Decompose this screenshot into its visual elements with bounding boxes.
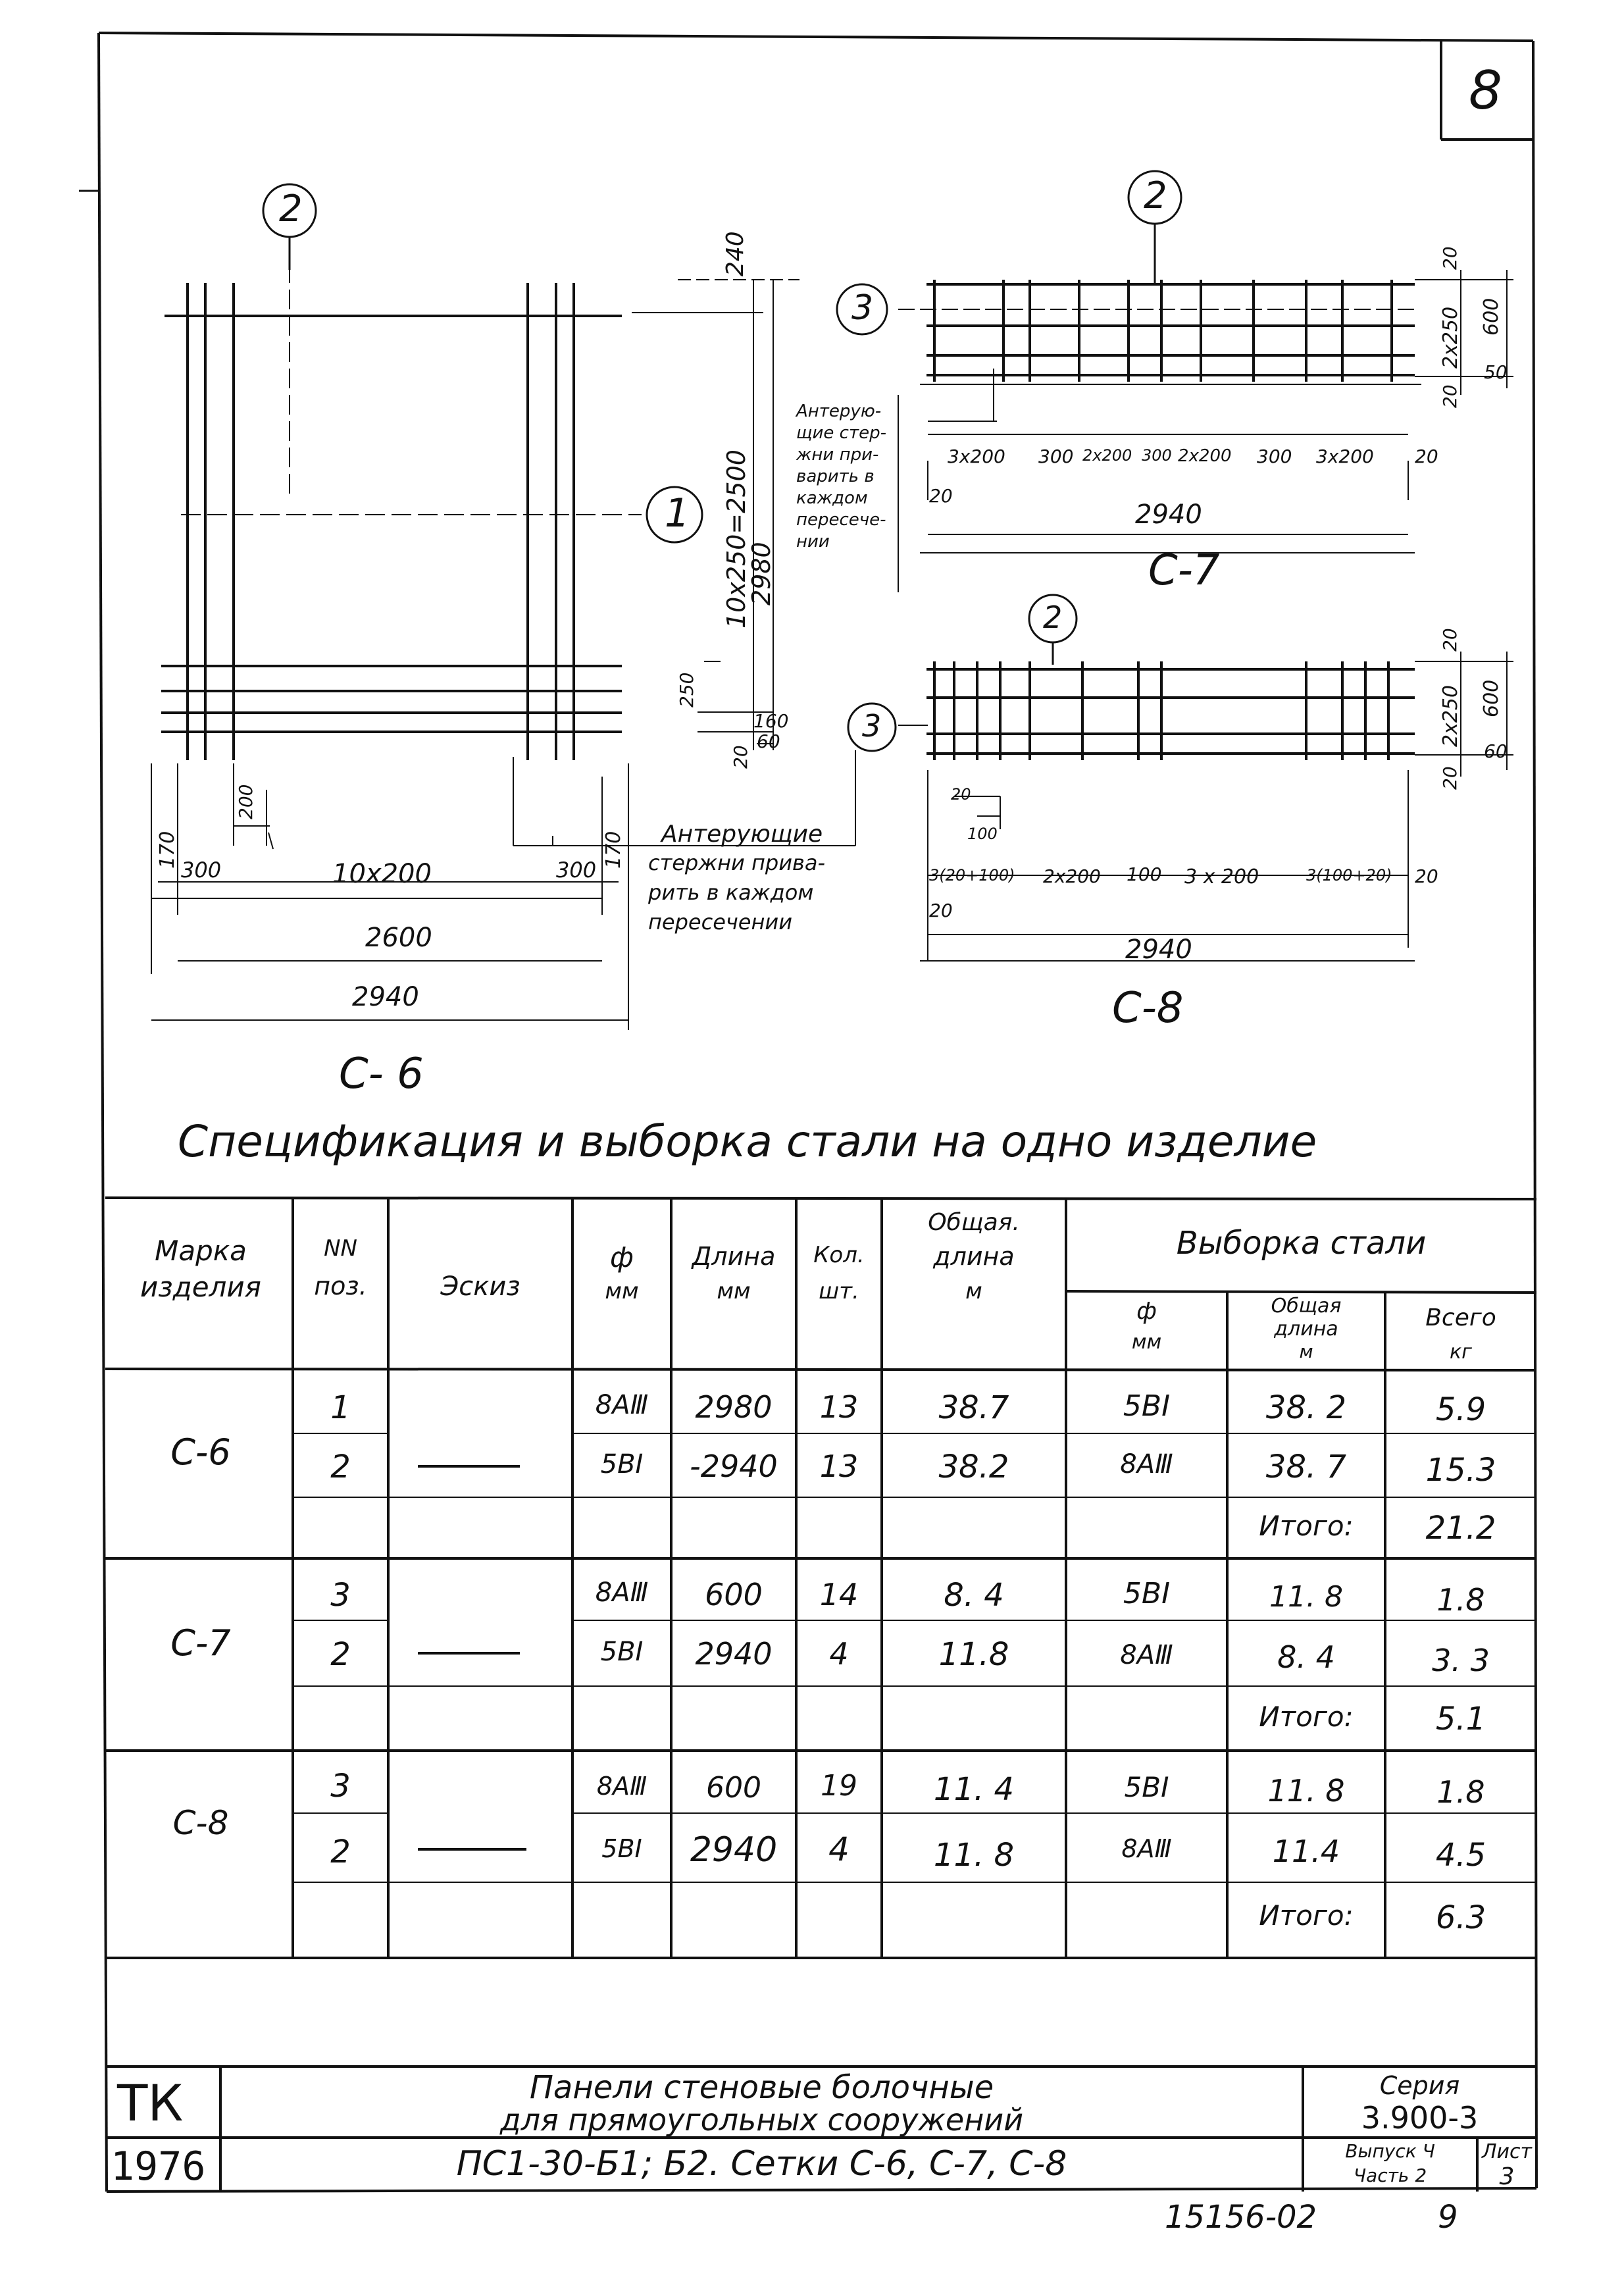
title-line2: для прямоугольных сооружений [499, 2102, 1024, 2138]
hdr-total-len-2: длина [933, 1242, 1015, 1271]
c8-row2-total: 11. 8 [933, 1837, 1015, 1874]
c8-row2-diam: 5ВⅠ [601, 1834, 642, 1863]
footer-code: 15156-02 [1165, 2199, 1317, 2236]
year: 1976 [111, 2144, 206, 2190]
c6-title: С- 6 [339, 1050, 424, 1098]
hdr-pos-1: NN [324, 1235, 357, 1262]
c7-row1-pos: 3 [330, 1577, 351, 1614]
c7-mark: С-7 [170, 1622, 231, 1664]
c6-dim-vertical-main: 10х250=2500 [722, 449, 751, 629]
c6-dim-60: 60 [757, 731, 780, 752]
c6-note-line2: стержни прива- [648, 850, 825, 875]
c8-row2-length: 2940 [690, 1830, 778, 1870]
c8-total-weight: 6.3 [1435, 1899, 1486, 1936]
spec-title: Спецификация и выборка стали на одно изделие [178, 1116, 1317, 1167]
c6-dim-300-right: 300 [556, 858, 597, 883]
c6-row1-qty: 13 [819, 1389, 859, 1425]
mesh-c7-dims [898, 270, 1513, 595]
c8-title: С-8 [1112, 984, 1184, 1033]
sheet-value: 3 [1499, 2163, 1515, 2190]
hdr-qty-2: шт. [819, 1278, 859, 1304]
hdr-length-1: Длина [692, 1242, 776, 1271]
hdr-sel-weight-1: Всего [1425, 1304, 1496, 1331]
c7-title: С-7 [1148, 546, 1220, 595]
c8-sel1-len: 11. 8 [1267, 1773, 1345, 1809]
c7-dim-2x200a: 2х200 [1082, 446, 1132, 465]
c8-row2-qty: 4 [828, 1830, 850, 1868]
series-number: 3.900-3 [1361, 2100, 1479, 2136]
c7-dim-edge-left: 20 [929, 485, 953, 507]
c7-sel2-weight: 3. 3 [1432, 1643, 1490, 1678]
hdr-sel-diam-2: мм [1131, 1331, 1162, 1354]
c6-row1-pos: 1 [330, 1389, 351, 1426]
hdr-qty-1: Кол. [813, 1242, 865, 1268]
c8-dim-60: 60 [1484, 740, 1508, 762]
sheet-label: Лист [1481, 2140, 1533, 2163]
c8-sel1-weight: 1.8 [1436, 1774, 1485, 1810]
c7-dim-600: 600 [1480, 297, 1503, 336]
c6-dim-170-left: 170 [156, 831, 179, 869]
c8-total-label: Итого: [1259, 1899, 1354, 1932]
c7-row1-length: 600 [705, 1577, 763, 1612]
c7-dim-total: 2940 [1135, 500, 1202, 530]
c6-sel1-len: 38. 2 [1265, 1389, 1347, 1426]
c6-sel1-weight: 5.9 [1435, 1391, 1486, 1428]
c7-dim-50: 50 [1484, 361, 1508, 383]
c6-sel2-len: 38. 7 [1265, 1449, 1347, 1485]
c6-row2-qty: 13 [819, 1449, 859, 1484]
hdr-sel-weight-2: кг [1450, 1341, 1472, 1364]
org-code: ТК [117, 2074, 184, 2132]
c6-row1-diam: 8АⅢ [595, 1390, 649, 1420]
c7-row1-total: 8. 4 [944, 1577, 1004, 1614]
c8-dim-20s: 20 [951, 785, 971, 804]
c6-dim-250: 250 [676, 672, 698, 707]
hdr-mark-1: Марка [155, 1235, 247, 1267]
c6-dim-20: 20 [730, 745, 751, 769]
hdr-total-len-1: Общая. [928, 1209, 1020, 1236]
mesh-c8 [926, 661, 1415, 760]
c8-sel2-diam: 8АⅢ [1121, 1834, 1172, 1863]
c6-row1-total: 38.7 [938, 1389, 1009, 1426]
hdr-selection: Выборка стали [1176, 1225, 1427, 1262]
c7-note-6: пересече- [796, 510, 886, 530]
c8-dim-total: 2940 [1125, 935, 1192, 965]
c6-note-line4: пересечении [648, 910, 792, 935]
c6-dim-200: 200 [235, 784, 257, 819]
c7-sel2-len: 8. 4 [1277, 1639, 1335, 1675]
hdr-diam-2: мм [605, 1278, 639, 1304]
hdr-sel-len-3: м [1299, 1341, 1313, 1362]
c8-dim-2x250: 2х250 [1439, 684, 1462, 747]
mesh-c6 [161, 283, 622, 760]
c7-row2-diam: 5ВⅠ [600, 1637, 644, 1667]
subtitle: ПС1-30-Б1; Б2. Сетки С-6, С-7, С-8 [456, 2144, 1067, 2184]
issue-label-1: Выпуск Ч [1345, 2140, 1435, 2162]
mesh-c7 [926, 280, 1415, 382]
c8-dim-s3: 100 [1127, 863, 1162, 885]
c6-total-weight: 21.2 [1425, 1510, 1496, 1547]
c6-row2-length: -2940 [690, 1449, 778, 1484]
c7-sel1-diam: 5ВⅠ [1123, 1577, 1171, 1610]
c7-dim-20-bottom: 20 [1439, 384, 1461, 408]
c7-sel2-diam: 8АⅢ [1120, 1640, 1173, 1670]
c7-dim-300c: 300 [1257, 446, 1292, 467]
sheet-number: 8 [1469, 60, 1502, 121]
c6-marker-1-label: 1 [665, 490, 690, 536]
issue-label-2: Часть 2 [1353, 2165, 1427, 2186]
c6-note-line1: Антерующие [661, 821, 823, 848]
c7-total-weight: 5.1 [1435, 1701, 1486, 1737]
c7-dim-2x250: 2х250 [1439, 306, 1462, 369]
c8-row1-total: 11. 4 [933, 1771, 1015, 1808]
c6-row1-length: 2980 [695, 1389, 773, 1425]
c6-note-line3: рить в каждом [648, 880, 814, 905]
c7-marker-3-label: 3 [851, 288, 874, 328]
c7-row2-total: 11.8 [938, 1636, 1009, 1673]
c8-sel2-weight: 4.5 [1435, 1837, 1486, 1874]
c8-row1-length: 600 [706, 1771, 761, 1805]
c6-marker-2-label: 2 [279, 188, 303, 230]
hdr-sel-len-2: длина [1274, 1318, 1338, 1341]
c6-dim-300-left: 300 [181, 858, 222, 883]
hdr-sketch: Эскиз [440, 1271, 520, 1302]
c8-dim-edge-left: 20 [929, 900, 953, 921]
c6-dim-top: 240 [722, 231, 749, 276]
c8-row1-diam: 8АⅢ [596, 1772, 647, 1801]
c7-row2-pos: 2 [330, 1636, 351, 1673]
c8-mark: С-8 [172, 1804, 229, 1842]
c7-dim-3x200: 3х200 [1316, 446, 1374, 467]
c8-sel2-len: 11.4 [1272, 1834, 1340, 1869]
c8-dim-100: 100 [967, 825, 998, 843]
c6-mark: С-6 [170, 1431, 231, 1473]
hdr-pos-2: поз. [314, 1271, 367, 1300]
c8-row1-pos: 3 [330, 1768, 351, 1805]
c8-dim-s2: 2х200 [1043, 865, 1101, 887]
footer-page: 9 [1438, 2199, 1458, 2236]
c7-marker-2-label: 2 [1144, 174, 1167, 217]
hdr-sel-diam-1: ф [1136, 1298, 1157, 1325]
c6-dim-160: 160 [753, 710, 789, 732]
c6-row2-pos: 2 [330, 1449, 351, 1485]
c6-sel1-diam: 5ВⅠ [1123, 1389, 1171, 1423]
hdr-mark-2: изделия [140, 1271, 261, 1303]
c7-note-7: нии [796, 532, 830, 552]
c7-note-2: щие стер- [796, 423, 886, 443]
c6-dim-spacing: 10х200 [332, 859, 432, 889]
c7-dim-300a: 300 [1038, 446, 1074, 467]
c7-row2-length: 2940 [695, 1636, 773, 1672]
c8-row1-qty: 19 [821, 1769, 857, 1803]
c7-sel1-len: 11. 8 [1269, 1580, 1343, 1614]
c6-dim-total: 2940 [352, 982, 419, 1012]
c8-sel1-diam: 5ВⅠ [1124, 1771, 1169, 1803]
c6-row2-total: 38.2 [938, 1449, 1009, 1485]
c7-note-3: жни при- [796, 445, 879, 465]
c7-dim-spacing: 3х200 [948, 446, 1005, 467]
c7-sel1-weight: 1.8 [1436, 1582, 1485, 1618]
hdr-sel-len-1: Общая [1271, 1295, 1342, 1318]
c6-dim-span: 2600 [365, 923, 432, 953]
hdr-length-2: мм [717, 1278, 751, 1304]
c6-sel2-diam: 8АⅢ [1120, 1449, 1173, 1479]
c8-dim-s4: 3 х 200 [1184, 865, 1259, 888]
c7-row1-qty: 14 [819, 1577, 859, 1612]
c7-row2-qty: 4 [829, 1636, 849, 1672]
c6-sel2-weight: 15.3 [1425, 1452, 1496, 1489]
c7-dim-20-top: 20 [1439, 246, 1461, 270]
title-line1: Панели стеновые болочные [529, 2069, 994, 2106]
hdr-diam-1: ф [610, 1241, 634, 1273]
c8-marker-2-label: 2 [1043, 600, 1063, 635]
c7-total-label: Итого: [1259, 1701, 1354, 1733]
hdr-total-len-3: м [965, 1278, 982, 1304]
c8-dim-s1: 3(20+100) [929, 866, 1015, 885]
c8-dim-20-top: 20 [1439, 628, 1461, 652]
c8-dim-edge-right: 20 [1415, 865, 1438, 887]
c7-note-4: варить в [796, 467, 875, 486]
c6-dim-vertical-total: 2980 [747, 542, 776, 605]
c7-dim-2x200b: 2х200 [1178, 446, 1232, 466]
c7-dim-edge-right: 20 [1415, 446, 1438, 467]
c6-row2-diam: 5ВⅠ [600, 1449, 644, 1479]
c6-total-label: Итого: [1259, 1510, 1354, 1542]
c8-dim-600: 600 [1480, 679, 1503, 717]
c8-row2-pos: 2 [330, 1834, 351, 1870]
series-label: Серия [1379, 2071, 1460, 2100]
c8-dim-20-bottom: 20 [1439, 766, 1461, 790]
c7-note-1: Антерую- [796, 401, 882, 421]
c8-marker-3-label: 3 [862, 708, 882, 744]
c6-dim-170-right: 170 [602, 831, 625, 869]
c7-dim-300b: 300 [1142, 446, 1172, 465]
c7-note-5: каждом [796, 488, 868, 508]
c7-row1-diam: 8АⅢ [595, 1578, 649, 1608]
c8-dim-s5: 3(100+20) [1306, 866, 1392, 885]
